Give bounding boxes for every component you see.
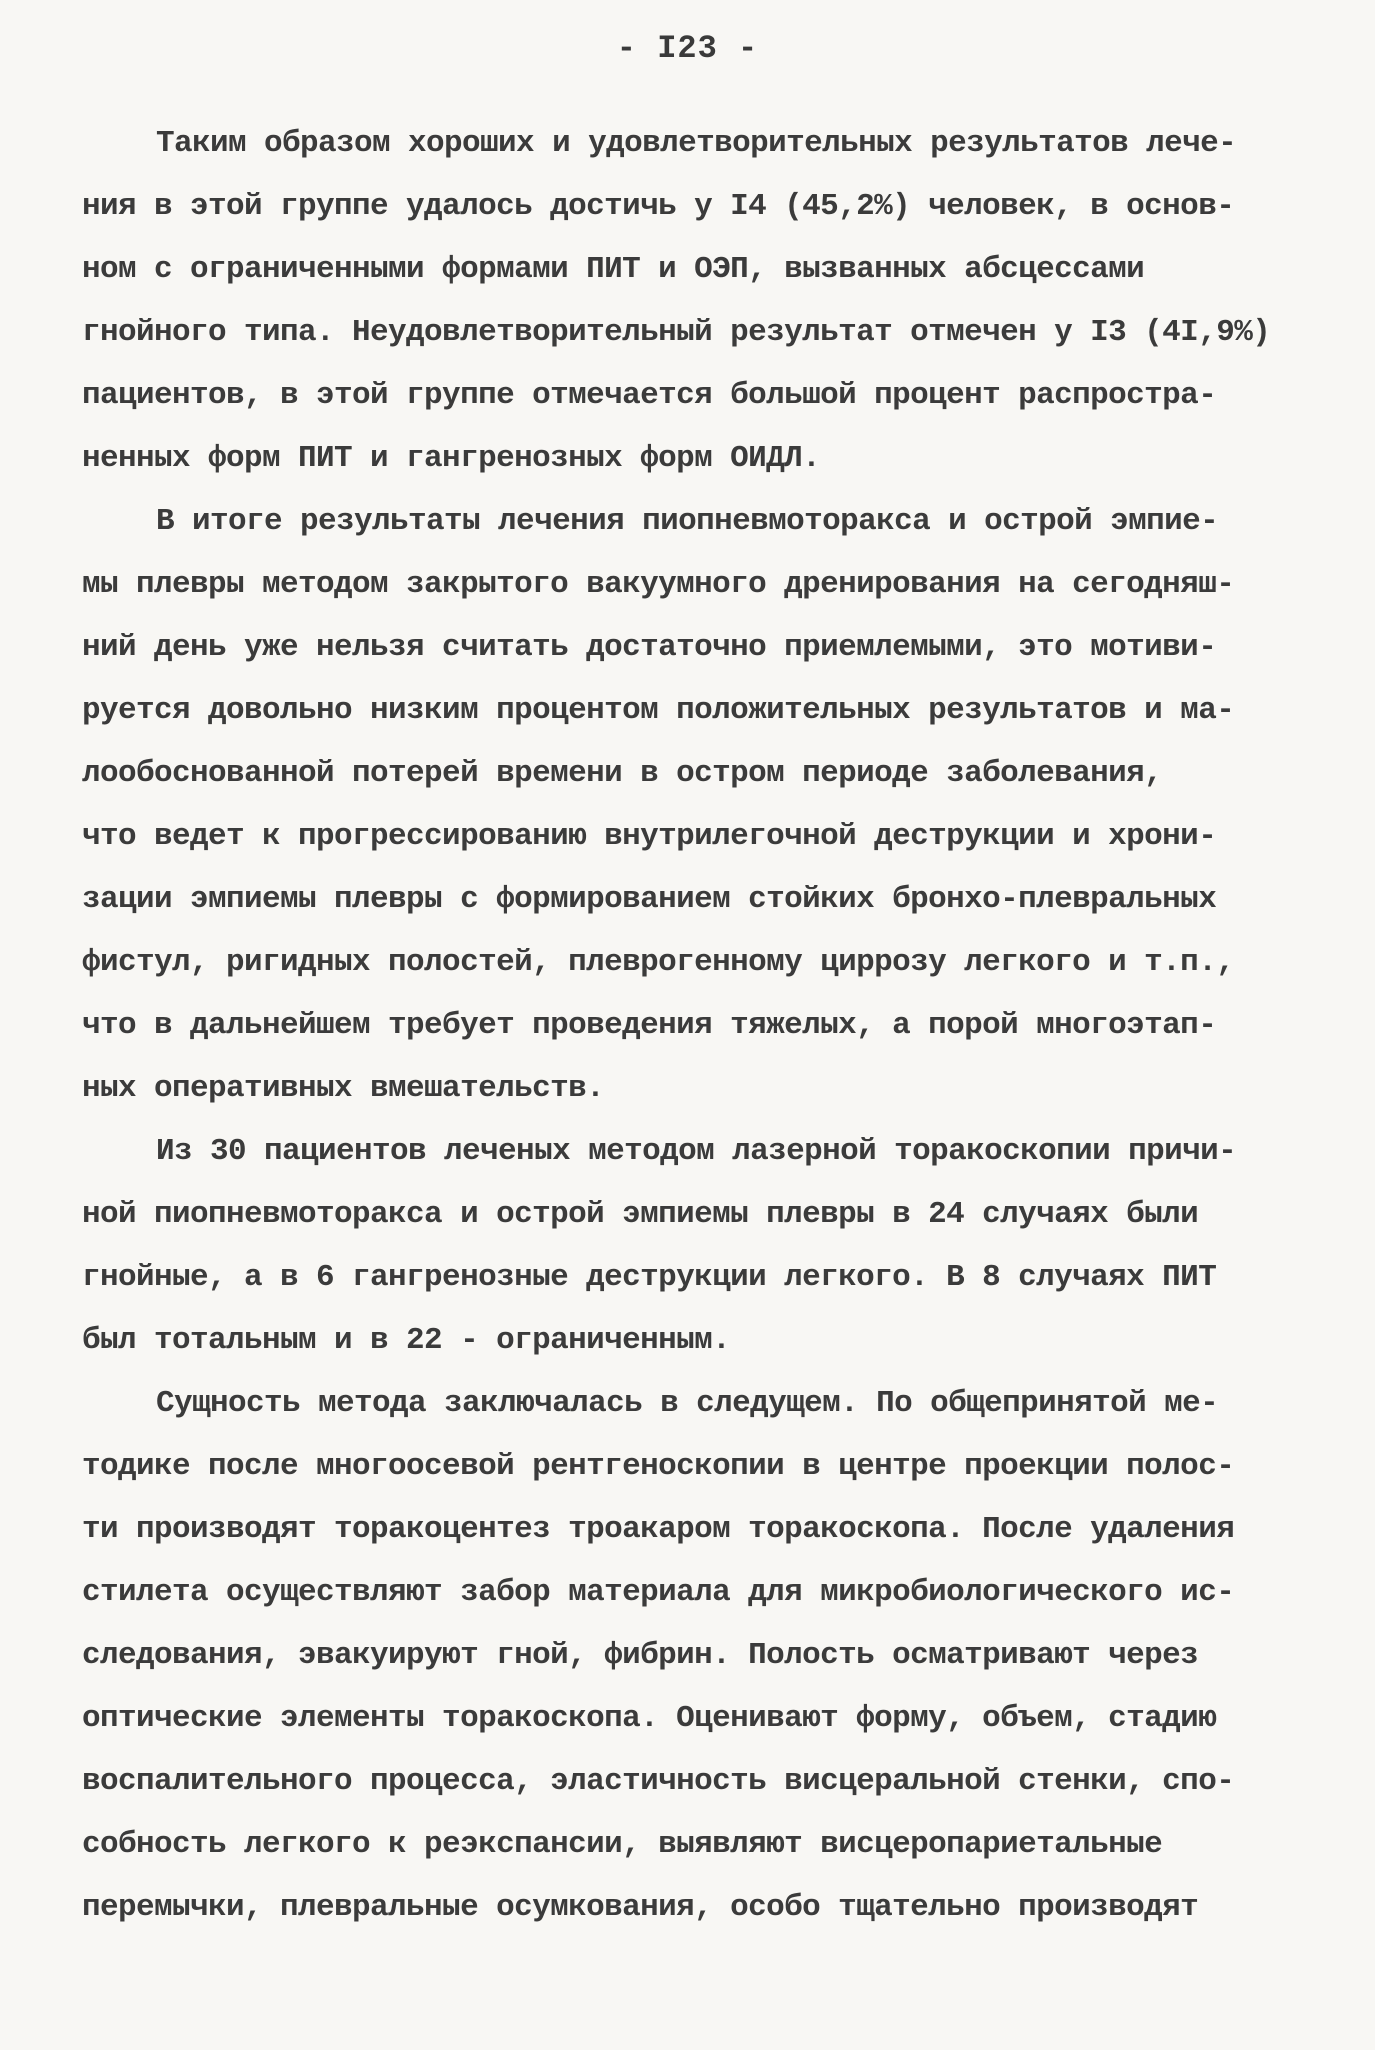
text-line: Таким образом хороших и удовлетворительных результатов лече- [156, 126, 1237, 161]
text-line: ненных форм ПИТ и гангренозных форм ОИДЛ. [82, 441, 821, 476]
text-line: что ведет к прогрессированию внутрилегочной деструкции и хрони- [82, 819, 1217, 854]
text-line: воспалительного процесса, эластичность висцеральной стенки, спо- [82, 1764, 1235, 1799]
page-number: - I23 - [616, 30, 759, 67]
text-line: ной пиопневмоторакса и острой эмпиемы плевры в 24 случаях были [82, 1197, 1199, 1232]
text-line: ти производят торакоцентез троакаром торакоскопа. После удаления [82, 1512, 1235, 1547]
text-line: пациентов, в этой группе отмечается большой процент распростра- [82, 378, 1217, 413]
body-text [82, 112, 1302, 1939]
text-line: фистул, ригидных полостей, плеврогенному циррозу легкого и т.п., [82, 945, 1235, 980]
text-line: Сущность метода заключалась в следущем. По общепринятой ме- [156, 1386, 1219, 1421]
text-line: оптические элементы торакоскопа. Оценивают форму, объем, стадию [82, 1701, 1217, 1736]
text-line: В итоге результаты лечения пиопневмоторакса и острой эмпие- [156, 504, 1219, 539]
text-line: руется довольно низким процентом положительных результатов и ма- [82, 693, 1235, 728]
text-line: ния в этой группе удалось достичь у I4 (45,2%) человек, в основ- [82, 189, 1235, 224]
text-line: ных оперативных вмешательств. [82, 1071, 605, 1106]
text-line: что в дальнейшем требует проведения тяжелых, а порой многоэтап- [82, 1008, 1217, 1043]
text-line: гнойные, а в 6 гангренозные деструкции легкого. В 8 случаях ПИТ [82, 1260, 1217, 1295]
text-line: Из 30 пациентов леченых методом лазерной торакоскопии причи- [156, 1134, 1237, 1169]
text-line: мы плевры методом закрытого вакуумного дренирования на сегодняш- [82, 567, 1235, 602]
text-line: был тотальным и в 22 - ограниченным. [82, 1323, 731, 1358]
text-line: гнойного типа. Неудовлетворительный результат отмечен у I3 (4I,9%) [82, 315, 1271, 350]
text-line: стилета осуществляют забор материала для микробиологического ис- [82, 1575, 1235, 1610]
text-line: ний день уже нельзя считать достаточно приемлемыми, это мотиви- [82, 630, 1217, 665]
text-line: тодике после многоосевой рентгеноскопии в центре проекции полос- [82, 1449, 1235, 1484]
text-line: собность легкого к реэкспансии, выявляют висцеропариетальные [82, 1827, 1163, 1862]
text-line: зации эмпиемы плевры с формированием стойких бронхо-плевральных [82, 882, 1217, 917]
text-line: следования, эвакуируют гной, фибрин. Полость осматривают через [82, 1638, 1199, 1673]
text-line: перемычки, плевральные осумкования, особо тщательно производят [82, 1890, 1199, 1925]
text-line: ном с ограниченными формами ПИТ и ОЭП, вызванных абсцессами [82, 252, 1145, 287]
text-line: лообоснованной потерей времени в остром периоде заболевания, [82, 756, 1163, 791]
